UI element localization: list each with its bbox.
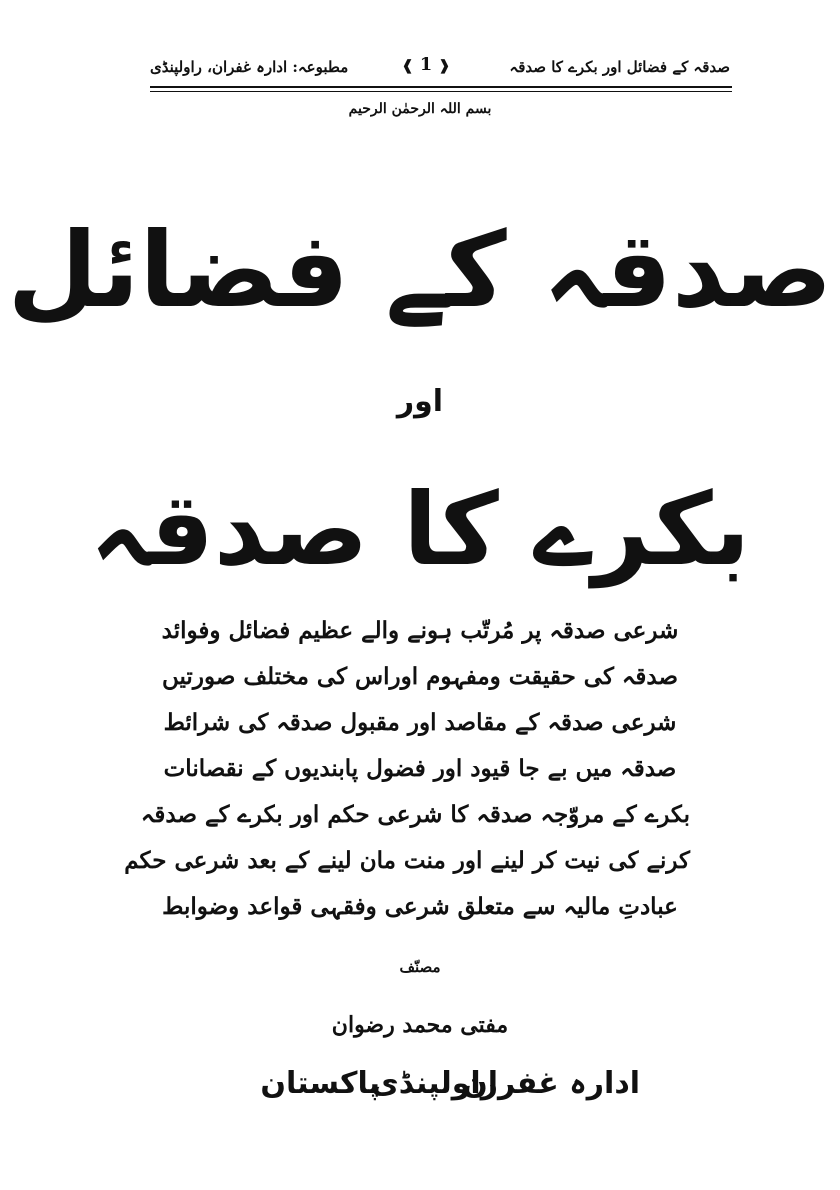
publisher-note: مطبوعہ: ادارہ غفران، راولپنڈی xyxy=(150,58,349,76)
ornament-left-icon: ❰ xyxy=(401,58,414,74)
ornament-right-icon: ❱ xyxy=(438,58,451,74)
author-name: مفتی محمد رضوان xyxy=(331,1012,509,1038)
page-number-value: 1 xyxy=(419,54,433,75)
topic-line: شرعی صدقہ کے مقاصد اور مقبول صدقہ کی شرائط xyxy=(163,709,677,736)
second-title: بکرے کا صدقہ xyxy=(89,471,751,588)
publisher-city: راولپنڈی xyxy=(371,1066,498,1101)
publisher-line xyxy=(240,1066,640,1110)
author-label: مصنّف xyxy=(399,958,441,976)
main-title: صدقہ کے فضائل xyxy=(7,209,833,331)
page-number xyxy=(398,53,454,77)
topics-list xyxy=(124,608,690,930)
bismillah: بسم اللہ الرحمٰن الرحیم xyxy=(348,101,492,117)
publisher-country: پاکستان xyxy=(260,1066,380,1101)
topic-line: بکرے کے مروّجہ صدقہ کا شرعی حکم اور بکرے کے صدقہ xyxy=(140,801,690,828)
topic-line: شرعی صدقہ پر مُرتّب ہونے والے عظیم فضائل وفوائد xyxy=(161,617,679,644)
header-rule-thin xyxy=(150,91,732,92)
publisher-name: ادارہ غفران xyxy=(462,1066,640,1101)
topic-line: کرنے کی نیت کر لینے اور منت مان لینے کے بعد شرعی حکم xyxy=(124,847,690,874)
running-title: صدقہ کے فضائل اور بکرے کا صدقہ xyxy=(509,58,730,76)
conjunction: اور xyxy=(396,384,444,419)
topic-line: صدقہ میں بے جا قیود اور فضول پابندیوں کے نقصانات xyxy=(163,755,677,782)
topic-line: عبادتِ مالیہ سے متعلق شرعی وفقہی قواعد وضوابط xyxy=(162,893,678,920)
topic-line: صدقہ کی حقیقت ومفہوم اوراس کی مختلف صورتیں xyxy=(161,663,678,690)
header-rule-thick xyxy=(150,86,732,88)
